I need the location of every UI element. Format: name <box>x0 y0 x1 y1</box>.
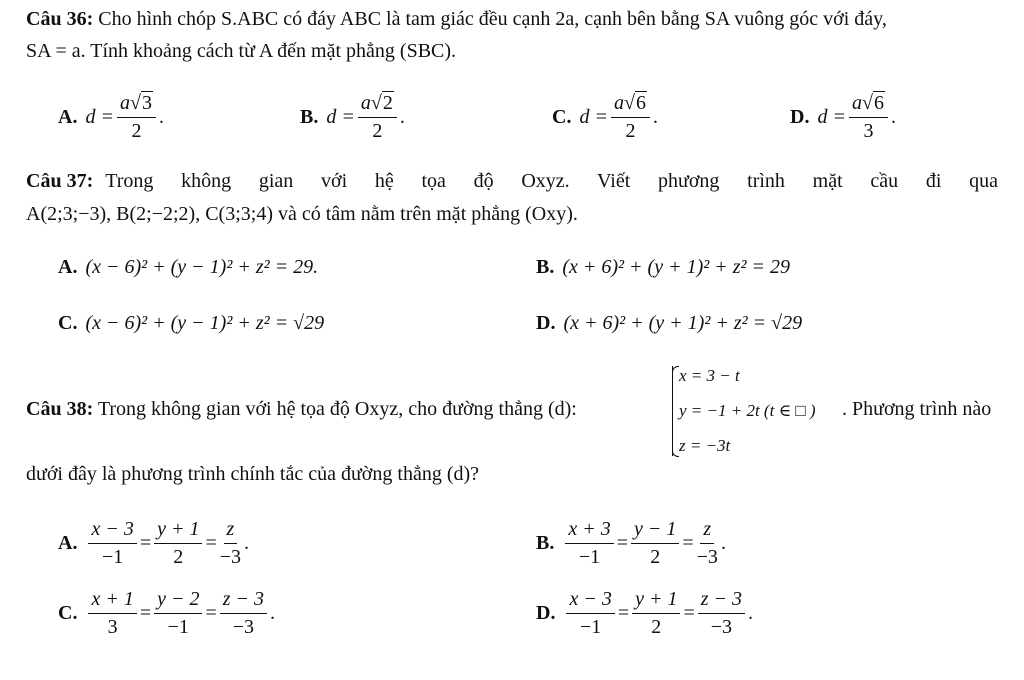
q36-line2 <box>26 40 456 63</box>
option-label: C. <box>552 106 572 128</box>
option-lhs: d = <box>85 106 114 128</box>
fraction-x: $\frac{x - 3}{-1}$ <box>88 518 136 569</box>
q38-line1 <box>26 398 577 421</box>
q38-label: Câu 38: <box>26 398 94 420</box>
option-fraction: $\frac{a√3}{2}$ <box>117 92 156 143</box>
fraction-x: $\frac{x - 3}{-1}$ <box>566 588 614 639</box>
option-lhs: d = <box>579 106 608 128</box>
q36-label: Câu 36: <box>26 8 94 30</box>
q36-option-a[interactable]: A. d = $\frac{a√3}{2}$ . <box>58 92 164 142</box>
q36-option-d[interactable]: D. d = $\frac{a√6}{3}$ . <box>790 92 896 142</box>
q38-option-c[interactable]: C. $\frac{x + 1}{3}$ = $\frac{y - 2}{-1}$ = $\frac{z - 3}{-3}$ . <box>58 588 276 638</box>
fraction-y: $\frac{y - 1}{2}$ <box>631 518 679 569</box>
q37-option-c[interactable]: C. (x − 6)² + (y − 1)² + z² = √29 <box>58 312 325 334</box>
q38-option-a[interactable]: A. $\frac{x - 3}{-1}$ = $\frac{y + 1}{2}$ = $\frac{z}{-3}$ . <box>58 518 250 568</box>
q37-text-line1: Trong không gian với hệ tọa độ Oxyz. Viết phương trình mặt cầu đi qua <box>105 170 998 192</box>
q38-text-line2: dưới đây là phương trình chính tắc của đường thẳng (d)? <box>26 463 480 485</box>
system-eq-y: y = −1 + 2t (t ∈ □ ) <box>679 401 816 420</box>
q37-option-b[interactable]: B. (x + 6)² + (y + 1)² + z² = 29 <box>536 256 790 278</box>
option-label: B. <box>300 106 319 128</box>
q38-text-before: Trong không gian với hệ tọa độ Oxyz, cho đường thẳng (d): <box>97 398 577 420</box>
q38-text-after-line <box>842 398 991 421</box>
fraction-y: $\frac{y + 1}{2}$ <box>632 588 680 639</box>
fraction-z: $\frac{z - 3}{-3}$ <box>698 588 745 639</box>
system-eq-x: x = 3 − t <box>679 366 740 385</box>
q36-option-c[interactable]: C. d = $\frac{a√6}{2}$ . <box>552 92 658 142</box>
q38-option-d[interactable]: D. $\frac{x - 3}{-1}$ = $\frac{y + 1}{2}$ = $\frac{z - 3}{-3}$ . <box>536 588 754 638</box>
system-eq-z: z = −3t <box>679 436 731 455</box>
fraction-z: $\frac{z}{-3}$ <box>696 518 718 568</box>
fraction-y: $\frac{y + 1}{2}$ <box>154 518 202 569</box>
q36-text-line2: SA = a. Tính khoảng cách từ A đến mặt phẳng (SBC). <box>26 40 457 62</box>
q38-text-after: . Phương trình nào <box>842 398 992 420</box>
option-fraction: $\frac{a√6}{2}$ <box>611 92 650 143</box>
q37-line1 <box>26 170 998 193</box>
q38-option-b[interactable]: B. $\frac{x + 3}{-1}$ = $\frac{y - 1}{2}$ = $\frac{z}{-3}$ . <box>536 518 726 568</box>
q37-option-d[interactable]: D. (x + 6)² + (y + 1)² + z² = √29 <box>536 312 803 334</box>
option-fraction: $\frac{a√2}{2}$ <box>358 92 397 143</box>
q38-line2 <box>26 463 479 486</box>
fraction-z: $\frac{z - 3}{-3}$ <box>220 588 267 639</box>
fraction-z: $\frac{z}{-3}$ <box>219 518 242 568</box>
q37-line2 <box>26 203 578 226</box>
line-parametric-system <box>672 366 816 456</box>
fraction-x: $\frac{x + 1}{3}$ <box>88 588 136 639</box>
option-lhs: d = <box>326 106 355 128</box>
option-label: A. <box>58 106 78 128</box>
q37-label: Câu 37: <box>26 170 94 192</box>
option-label: D. <box>790 106 810 128</box>
q36-option-b[interactable]: B. d = $\frac{a√2}{2}$ . <box>300 92 405 142</box>
fraction-y: $\frac{y - 2}{-1}$ <box>154 588 202 639</box>
q37-option-a[interactable]: A. (x − 6)² + (y − 1)² + z² = 29. <box>58 256 319 278</box>
option-lhs: d = <box>817 106 846 128</box>
q36-line1 <box>26 8 887 31</box>
fraction-x: $\frac{x + 3}{-1}$ <box>565 518 613 569</box>
q37-text-line2: A(2;3;−3), B(2;−2;2), C(3;3;4) và có tâm nằm trên mặt phẳng (Oxy). <box>26 203 578 225</box>
option-fraction: $\frac{a√6}{3}$ <box>849 92 888 143</box>
q36-text-line1: Cho hình chóp S.ABC có đáy ABC là tam giác đều cạnh 2a, cạnh bên bằng SA vuông góc với đáy, <box>98 8 887 30</box>
